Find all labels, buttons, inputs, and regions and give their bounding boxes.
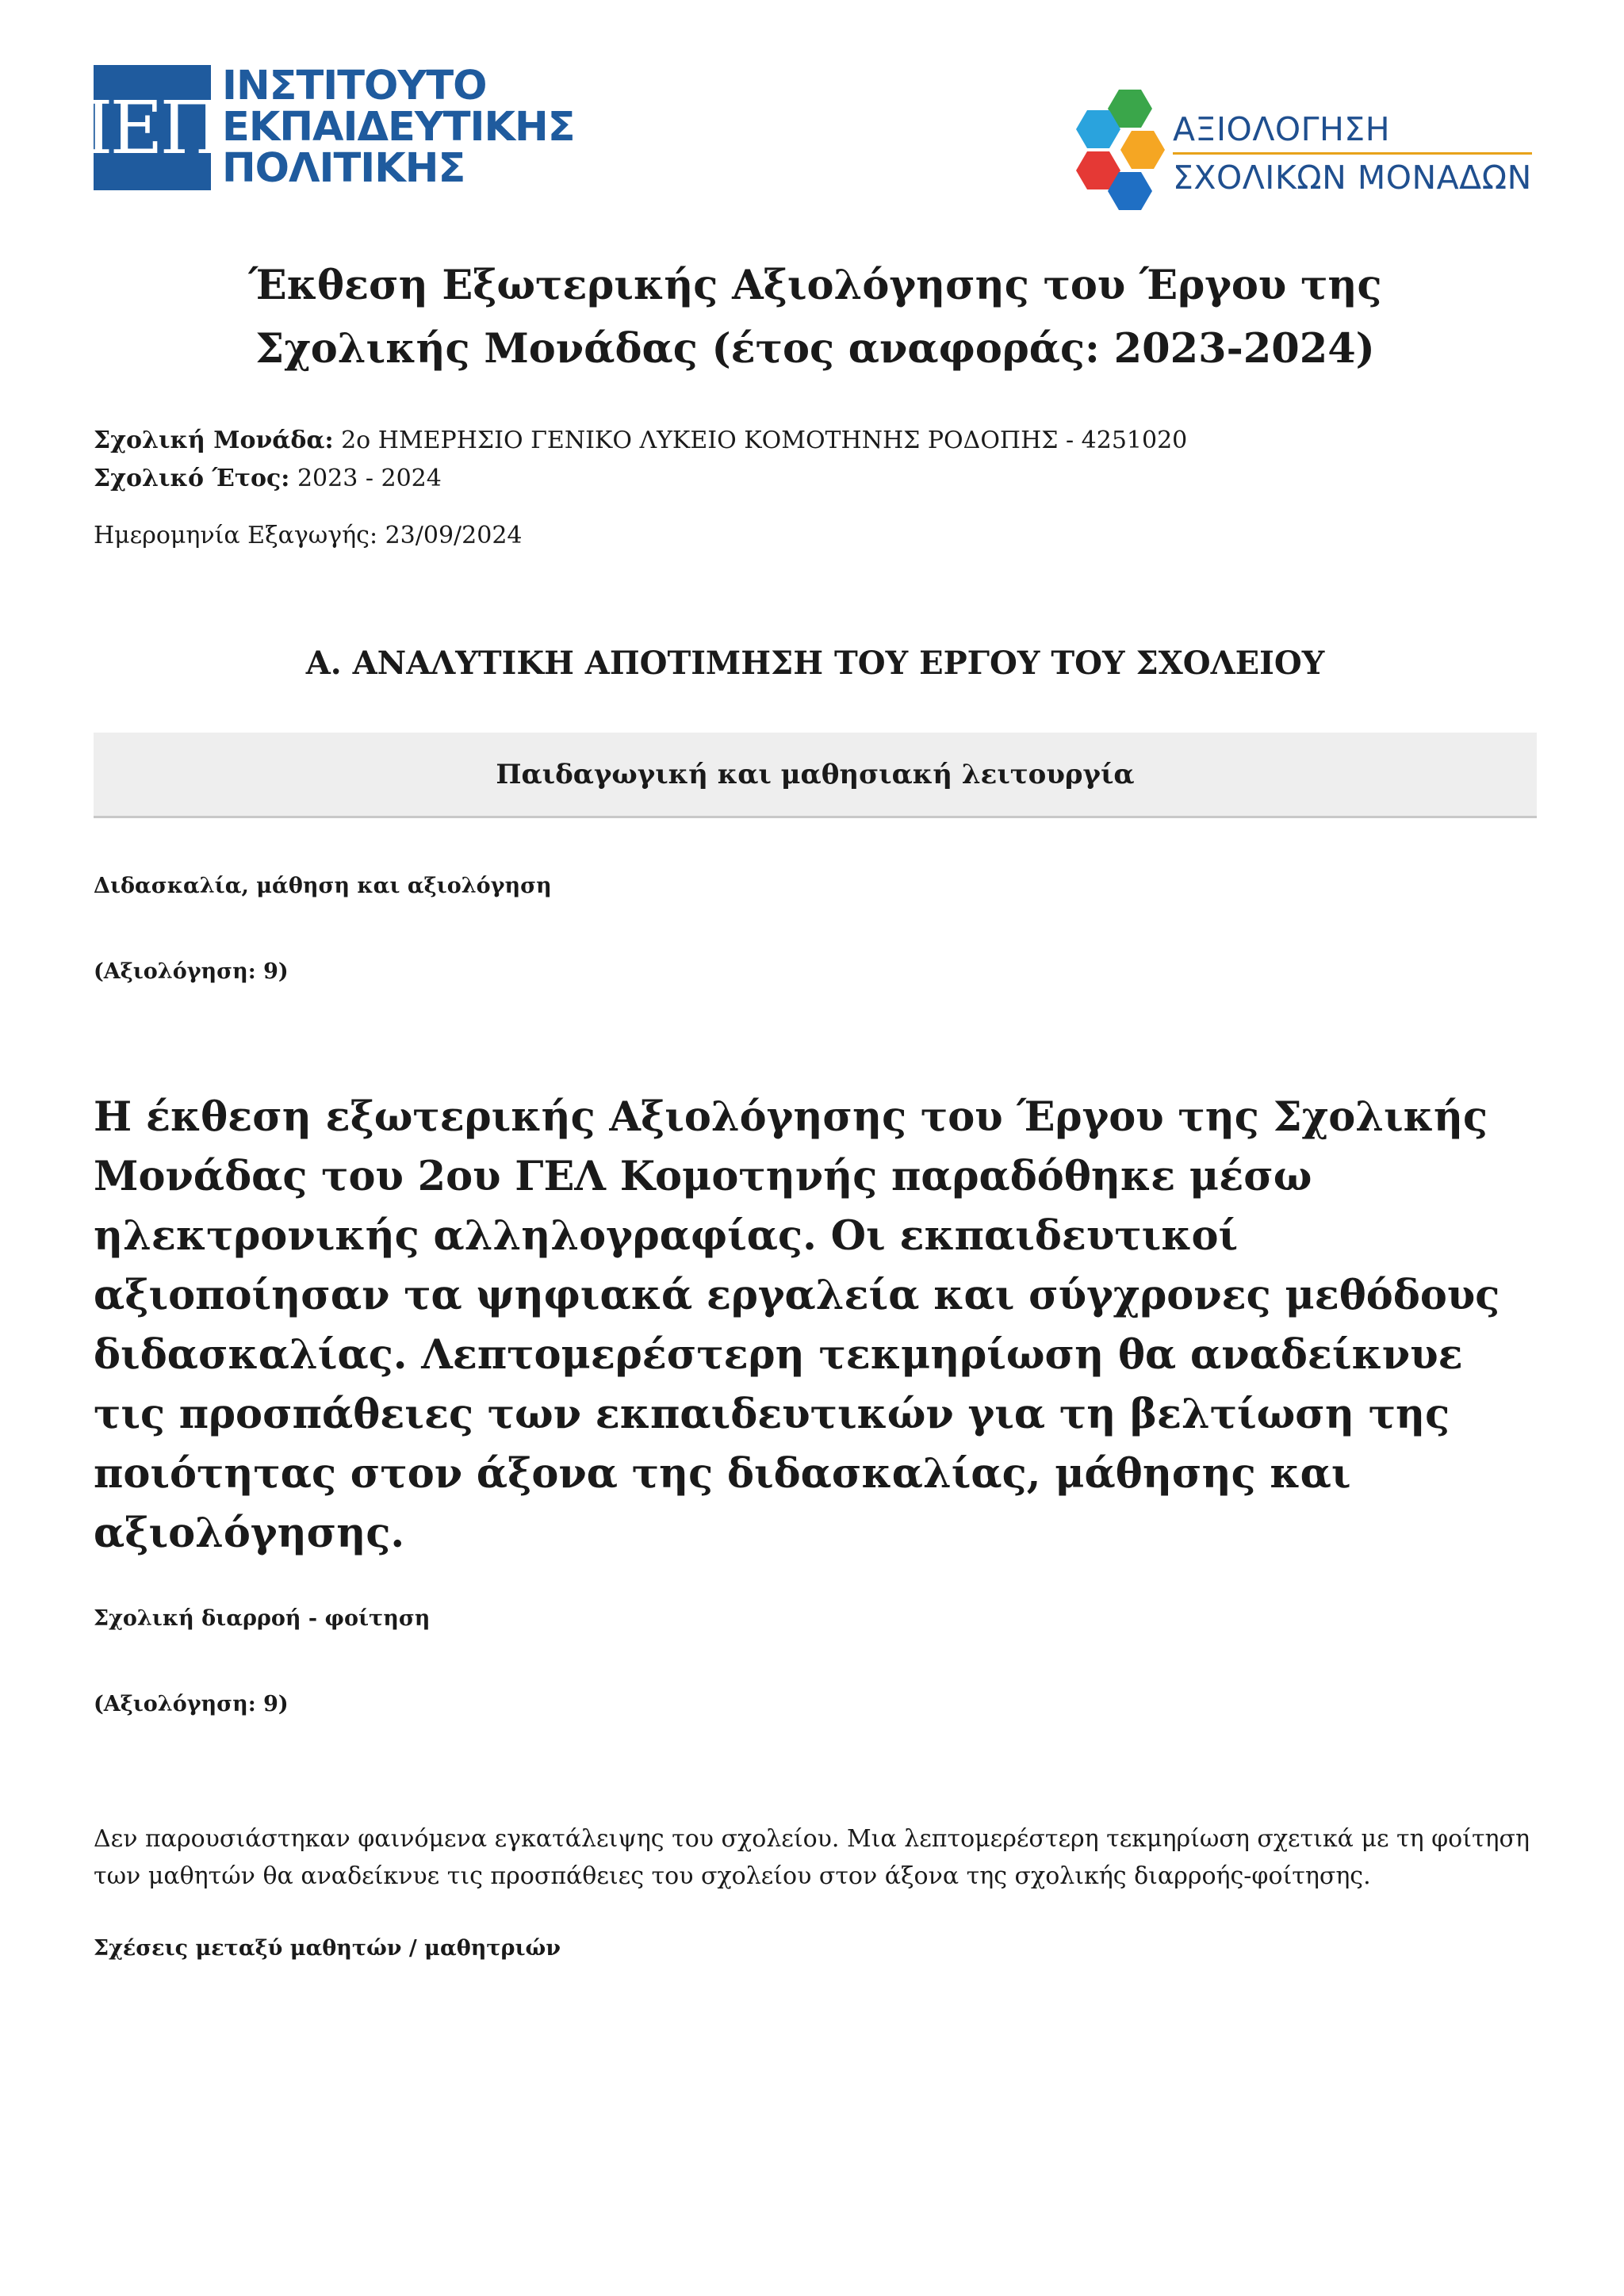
section-rating: (Αξιολόγηση: 9)	[94, 959, 289, 984]
school-year-value: 2023 - 2024	[297, 465, 442, 492]
document-meta	[94, 422, 1537, 498]
document-body	[94, 254, 1537, 1965]
section-title: Σχολική διαρροή - φοίτηση	[94, 1606, 431, 1631]
hexagon-icon	[1120, 131, 1165, 169]
section-title: Σχέσεις μεταξύ μαθητών / μαθητριών	[94, 1936, 561, 1961]
section-rating: (Αξιολόγηση: 9)	[94, 1692, 289, 1716]
section-text: Η έκθεση εξωτερικής Αξιολόγησης του Έργου της Σχολικής Μονάδας του 2ου ΓΕΛ Κομοτηνής παραδόθηκε μέσω ηλεκτρονικής αλληλογραφίας. Οι εκπαιδευτικοί αξιοποίησαν τα ψηφιακά εργαλεία και σύγχρονες μεθόδους διδασκαλίας. Λεπτομερέστερη τεκμηρίωση θα αναδείκνυε τις προσπάθειες των εκπαιδευτικών για τη βελτίωση της ποιότητας στον άξονα της διδασκαλίας, μάθησης και αξιολόγησης.	[94, 1093, 1500, 1557]
evaluation-logo	[1076, 90, 1532, 216]
iep-logo-mark: ΙΕΠ	[94, 65, 211, 190]
school-year-label: Σχολικό Έτος:	[94, 465, 290, 492]
school-unit-value: 2ο ΗΜΕΡΗΣΙΟ ΓΕΝΙΚΟ ΛΥΚΕΙΟ ΚΟΜΟΤΗΝΗΣ ΡΟΔΟΠΗΣ - 4251020	[341, 427, 1188, 454]
evaluation-logo-line: ΣΧΟΛΙΚΩΝ ΜΟΝΑΔΩΝ	[1173, 158, 1532, 197]
section-a-title: Α. ΑΝΑΛΥΤΙΚΗ ΑΠΟΤΙΜΗΣΗ ΤΟΥ ΕΡΓΟΥ ΤΟΥ ΣΧΟΛΕΙΟΥ	[305, 645, 1325, 682]
evaluation-logo-line: ΑΞΙΟΛΟΓΗΣΗ	[1173, 109, 1532, 155]
export-date: Ημερομηνία Εξαγωγής: 23/09/2024	[94, 522, 523, 549]
iep-logo-text	[222, 63, 575, 192]
iep-logo-line: ΙΝΣΤΙΤΟΥΤΟ	[222, 63, 487, 109]
evaluation-logo-text	[1173, 109, 1532, 197]
iep-logo	[84, 63, 575, 192]
section-text: Δεν παρουσιάστηκαν φαινόμενα εγκατάλειψης του σχολείου. Μια λεπτομερέστερη τεκμηρίωση σχετικά με τη φοίτηση των μαθητών θα αναδείκνυε τις προσπάθειες του σχολείου στον άξονα της σχολικής διαρροής-φοίτησης.	[94, 1825, 1530, 1890]
school-year	[94, 460, 1537, 498]
section-title: Διδασκαλία, μάθηση και αξιολόγηση	[94, 874, 552, 898]
iep-logo-line: ΕΚΠΑΙΔΕΥΤΙΚΗΣ	[222, 104, 575, 151]
pillar-header: Παιδαγωγική και μαθησιακή λειτουργία	[94, 733, 1537, 818]
hexagon-cluster-icon	[1076, 90, 1165, 216]
document-title: Έκθεση Εξωτερικής Αξιολόγησης του Έργου της Σχολικής Μονάδας (έτος αναφοράς: 2023-2024)	[248, 262, 1382, 373]
school-unit	[94, 422, 1537, 460]
school-unit-label: Σχολική Μονάδα:	[94, 427, 334, 454]
iep-logo-line: ΠΟΛΙΤΙΚΗΣ	[222, 145, 465, 192]
